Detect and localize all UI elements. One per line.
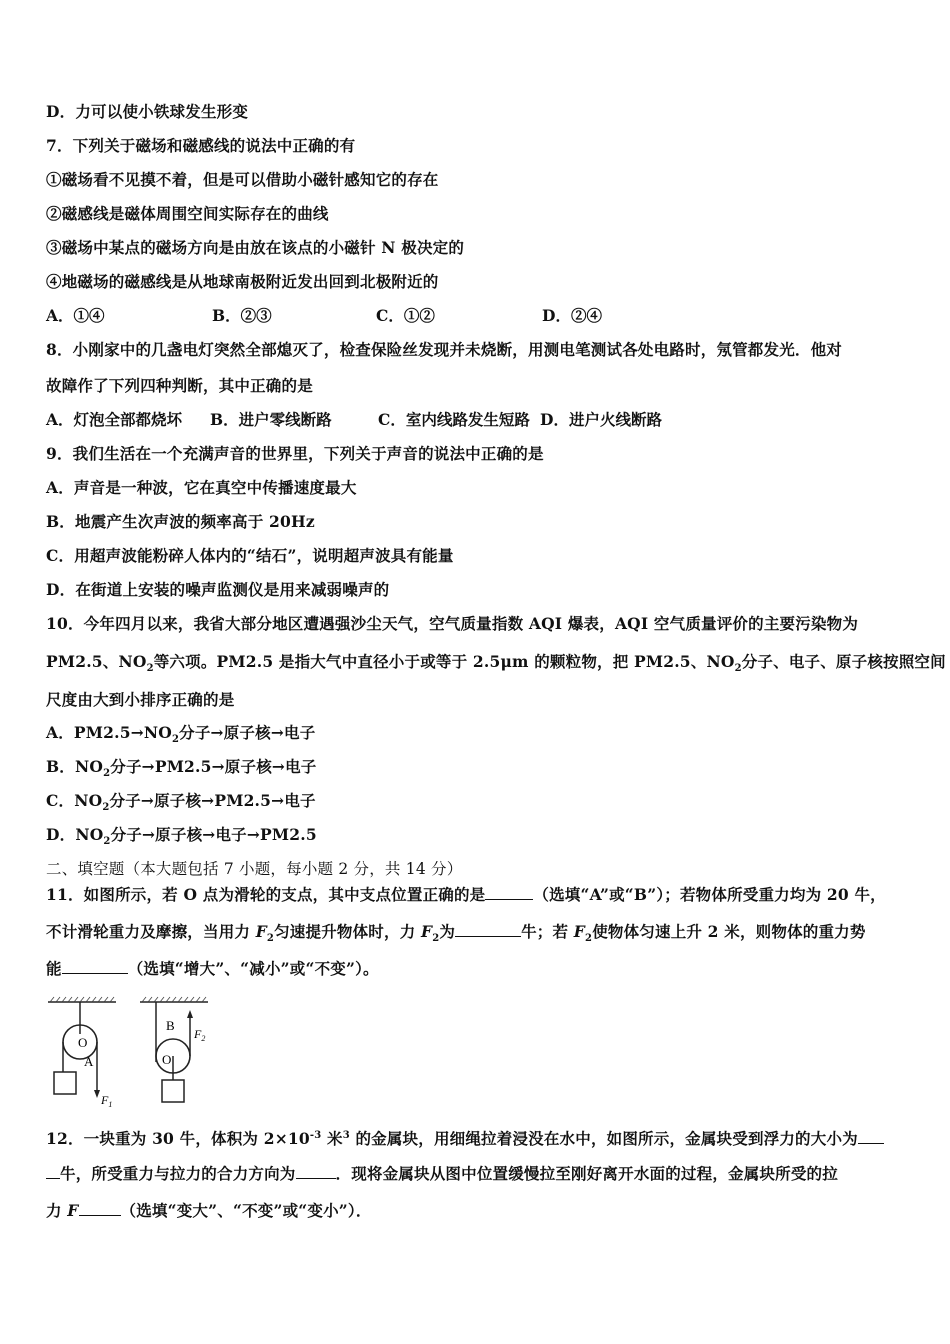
q7-option-c: C．①②	[376, 306, 435, 325]
q10-option-a: A．$PM2.5\to NO_2$分子→原子核→电子	[46, 723, 316, 746]
q12-line3: 力 F （选填“变大”、“不变”或“变小”）．	[46, 1201, 372, 1220]
q7-item-4: ④地磁场的磁感线是从地球南极附近发出回到北极附近的	[46, 272, 439, 291]
q10-option-b: B．$NO_2$分子→PM2.5→原子核→电子	[46, 757, 317, 780]
q11-line3: 能 （选填“增大”、“减小”或“不变”）。	[46, 959, 379, 978]
label-o1: O	[78, 1035, 88, 1050]
q9-option-c: C．用超声波能粉碎人体内的“结石”，说明超声波具有能量	[46, 546, 454, 565]
q7-option-d: D．②④	[542, 306, 602, 325]
q7-stem: 7．下列关于磁场和磁感线的说法中正确的有	[46, 136, 356, 155]
q10-stem-line2: PM2.5、$NO_2$等六项。PM2.5 是指大气中直径小于或等于 2.5μm 的颗粒物，把 PM2.5、$NO_2$分子、电子、原子核按照空间	[46, 652, 946, 675]
q8-option-d: D．进户火线断路	[540, 410, 662, 429]
q11-line1: 11．如图所示，若 O 点为滑轮的支点，其中支点位置正确的是 （选填“A”或“B”）；若物体所受重力均为 20 牛，	[46, 885, 886, 904]
pulley-figure	[44, 994, 214, 1110]
q7-item-2: ②磁感线是磁体周围空间实际存在的曲线	[46, 204, 329, 223]
label-b: B	[166, 1018, 175, 1033]
q8-option-a: A．灯泡全部都烧坏	[46, 410, 183, 429]
section-2-heading: 二、填空题（本大题包括 7 小题，每小题 2 分，共 14 分）	[46, 860, 463, 878]
q9-stem: 9．我们生活在一个充满声音的世界里，下列关于声音的说法中正确的是	[46, 444, 544, 463]
q7-option-b: B．②③	[212, 306, 272, 325]
q10-stem-line1: 10．今年四月以来，我省大部分地区遭遇强沙尘天气，空气质量指数 AQI 爆表，AQI 空气质量评价的主要污染物为	[46, 614, 859, 633]
q7-option-a: A．①④	[46, 306, 105, 325]
arrow-f2-icon	[187, 1010, 193, 1018]
q9-option-d: D．在街道上安装的噪声监测仪是用来减弱噪声的	[46, 580, 390, 599]
q8-stem-line2: 故障作了下列四种判断，其中正确的是	[46, 376, 313, 395]
label-f2: $F_2$	[194, 1027, 206, 1043]
q7-item-3: ③磁场中某点的磁场方向是由放在该点的小磁针 N 极决定的	[46, 238, 465, 257]
weight-a	[54, 1072, 76, 1094]
label-o2: O	[162, 1052, 172, 1067]
arrow-f1-icon	[94, 1090, 100, 1098]
q8-option-b: B．进户零线断路	[210, 410, 332, 429]
q12-line1: 12．一块重为 30 牛，体积为 $2\times 10^{-3}$ 米$^3$ 的金属块，用细绳拉着浸没在水中，如图所示，金属块受到浮力的大小为	[46, 1126, 884, 1149]
q9-option-b: B．地震产生次声波的频率高于 20Hz	[46, 512, 315, 531]
label-a: A	[84, 1054, 94, 1069]
q12-line2: 牛，所受重力与拉力的合力方向为 ．现将金属块从图中位置缓慢拉至刚好离开水面的过程，金属块所受的拉	[46, 1164, 838, 1184]
q7-item-1: ①磁场看不见摸不着，但是可以借助小磁针感知它的存在	[46, 170, 439, 189]
weight-b	[162, 1080, 184, 1102]
q8-option-c: C．室内线路发生短路	[378, 410, 530, 429]
label-f1: $F_1$	[101, 1093, 113, 1109]
q10-stem-line3: 尺度由大到小排序正确的是	[46, 690, 235, 709]
q8-stem-line1: 8．小刚家中的几盏电灯突然全部熄灭了，检查保险丝发现并未烧断，用测电笔测试各处电路时，氖管都发光．他对	[46, 340, 842, 359]
q9-option-a: A．声音是一种波，它在真空中传播速度最大	[46, 478, 357, 497]
q10-option-d: D．$NO_2$分子→原子核→电子→PM2.5	[46, 825, 317, 848]
q11-line2: 不计滑轮重力及摩擦，当用力 $F_2$匀速提升物体时，力 $F_2$为 牛；若 $F_2$使物体匀速上升 2 米，则物体的重力势	[46, 922, 866, 945]
q10-option-c: C．$NO_2$分子→原子核→PM2.5→电子	[46, 791, 316, 814]
q6-option-d: D．力可以使小铁球发生形变	[46, 102, 249, 121]
